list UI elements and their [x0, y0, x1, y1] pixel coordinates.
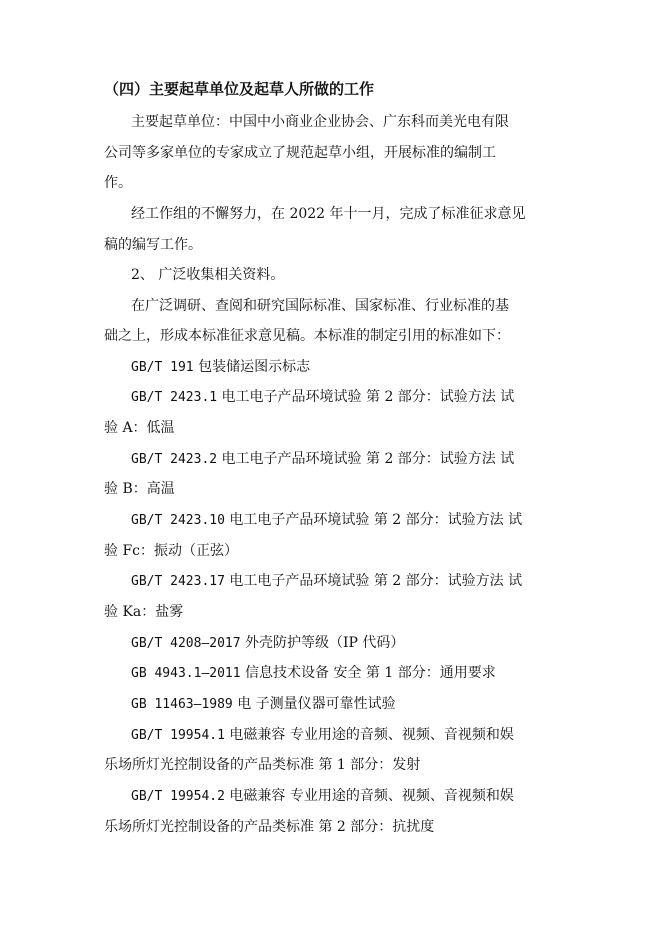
standard-title: 包装储运图示标志: [198, 359, 311, 375]
standard-title: 电工电子产品环境试验 第 2 部分：试验方法 试: [221, 389, 515, 405]
standard-title: 电工电子产品环境试验 第 2 部分：试验方法 试: [229, 512, 523, 528]
standard-code: GB/T 4208—2017: [131, 636, 241, 651]
standard-code: GB 4943.1—2011: [131, 666, 241, 681]
standard-item: [131, 724, 514, 747]
standard-item: [131, 386, 514, 409]
standard-title: 电磁兼容 专业用途的音频、视频、音视频和娱: [229, 727, 514, 743]
standard-code: GB/T 2423.2: [131, 452, 218, 467]
standard-code: GB/T 2423.10: [131, 513, 225, 528]
para2-line2: 稿的编写工作。: [104, 237, 202, 253]
section-heading: （四）主要起草单位及起草人所做的工作: [104, 80, 375, 98]
standard-code: GB/T 19954.1: [131, 728, 225, 743]
standard-title-cont: 验 Ka：盐雾: [104, 604, 184, 620]
standard-title: 电工电子产品环境试验 第 2 部分：试验方法 试: [229, 573, 523, 589]
standard-item: [131, 570, 522, 593]
list-item-2: 2、 广泛收集相关资料。: [131, 267, 285, 283]
standard-item: [131, 448, 514, 471]
standard-item: [131, 356, 310, 379]
standard-title-cont: 乐场所灯光控制设备的产品类标准 第 1 部分：发射: [104, 757, 421, 773]
para1-line2: 公司等多家单位的专家成立了规范起草小组，开展标准的编制工: [104, 145, 496, 161]
standard-title-cont: 乐场所灯光控制设备的产品类标准 第 2 部分：抗扰度: [104, 819, 435, 835]
standard-title-cont: 验 Fc：振动（正弦）: [104, 543, 239, 559]
standard-title: 电工电子产品环境试验 第 2 部分：试验方法 试: [221, 451, 515, 467]
standard-item: [131, 632, 404, 655]
standard-title-cont: 验 B：高温: [104, 481, 175, 497]
para1-line1: 主要起草单位：中国中小商业企业协会、广东科而美光电有限: [131, 114, 509, 130]
standard-title: 外壳防护等级（IP 代码）: [245, 635, 405, 651]
standard-title-cont: 验 A：低温: [104, 420, 175, 436]
standard-title: 电磁兼容 专业用途的音频、视频、音视频和娱: [229, 788, 514, 804]
standard-item: [131, 693, 396, 716]
standard-code: GB/T 2423.1: [131, 390, 218, 405]
standard-item: [131, 785, 514, 808]
standard-title: 信息技术设备 安全 第 1 部分：通用要求: [245, 665, 496, 681]
standard-item: [131, 509, 522, 532]
para3-line1: 在广泛调研、查阅和研究国际标准、国家标准、行业标准的基: [131, 298, 509, 314]
standard-code: GB/T 19954.2: [131, 789, 225, 804]
para3-line2: 础之上，形成本标准征求意见稿。本标准的制定引用的标准如下：: [104, 328, 510, 344]
standard-title: 电 子测量仪器可靠性试验: [237, 696, 396, 712]
para2-line1: 经工作组的不懈努力，在 2022 年十一月，完成了标准征求意见: [131, 206, 526, 222]
standard-item: [131, 662, 496, 685]
standard-code: GB/T 2423.17: [131, 574, 225, 589]
para1-line3: 作。: [104, 175, 132, 191]
standard-code: GB 11463—1989: [131, 697, 233, 712]
standard-code: GB/T 191: [131, 360, 194, 375]
